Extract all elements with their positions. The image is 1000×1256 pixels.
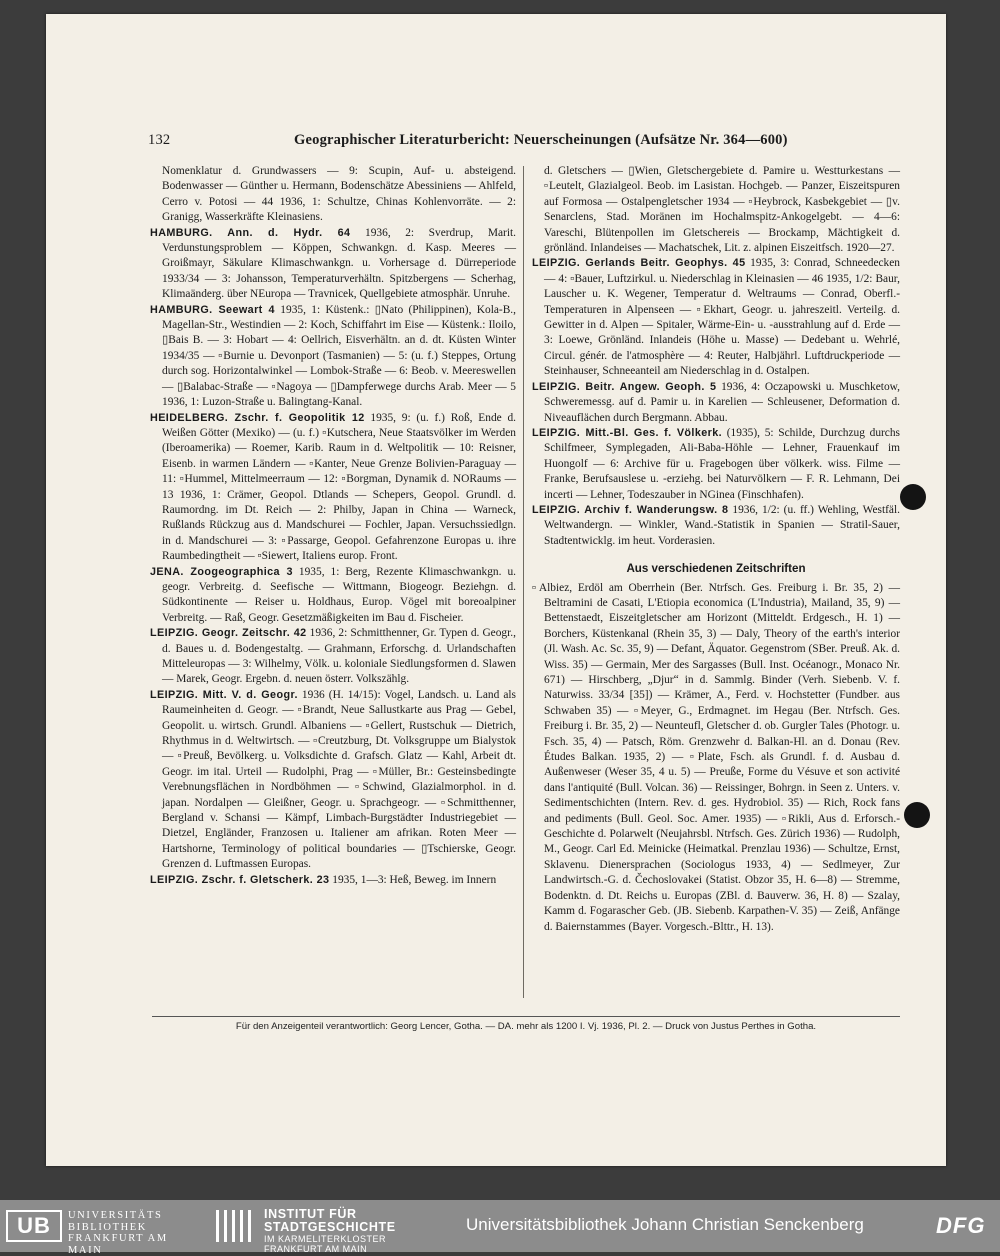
entry-text: Nomenklatur d. Grundwassers — 9: Scupin, Auf- u. absteigend. Bodenwasser — Günther u. Hermann, Bodenschätze Abessiniens — Ahlfeld, Cerro v. Potosi — 44 1936, 1: Schultze, Chinas Kohlenvorräte. — 2: Granigg, Wasserkräfte Kleinasiens. — [162, 165, 516, 224]
bibliography-entry — [150, 688, 516, 873]
isg-logo[interactable] — [214, 1207, 414, 1254]
entry-text: 1935, 1: Küstenk.: ▯Nato (Philippinen), Kola-B., Magellan-Str., Westindien — 2: Koch, Schiffahrt im Eise — Küstenk.: Iloilo, ▯Bais B. — 3: Hobart — 4: Oellrich, Eisverhältn. an d. dt. Küsten Winter 1934/35 — ▫Burnie u. Devonport (Tasmanien) — 5: (u. f.) Steppes, Ortung durch sog. Horizontalwinkel — Lombok-Straße — 6: Beob. v. Meereswellen — ▯Balabac-Straße — ▫Nagoya — ▯Dampferwege durchs Arab. Meer — 5 1936, 1: Luzon-Straße u. Balingtang-Kanal. — [162, 303, 517, 409]
bibliography-entry — [532, 256, 900, 379]
left-column — [150, 164, 516, 888]
journal-heading: LEIPZIG. Archiv f. Wanderungsw. 8 — [532, 503, 729, 516]
ub-logo-text — [68, 1210, 206, 1256]
journal-heading: LEIPZIG. Mitt. V. d. Geogr. — [150, 688, 298, 701]
footer-note: Für den Anzeigenteil verantwortlich: Georg Lencer, Gotha. — DA. mehr als 1200 I. Vj. 1936, Pl. 2. — Druck von Justus Perthes in Gotha. — [235, 1021, 817, 1032]
bibliography-entry — [150, 303, 516, 411]
bibliography-entry — [150, 873, 516, 888]
viewer-footer-bar — [0, 1200, 1000, 1256]
entry-text: 1936, 1/2: (u. ff.) Wehling, Westfäl. Weltwandergn. — Winkler, Wand.-Statistik in Spanien — Stratil-Sauer, Stadtentwicklg. im heut. Vorderasien. — [544, 503, 900, 547]
entry-text: 1936, 2: Sverdrup, Marit. Verdunstungsproblem — Köppen, Schwankgn. d. Kasp. Meeres — Groißmayr, Säkulare Klimaschwankgn. u. Vorhersage d. Dürreperiode 1933/34 — 3: Johansson, Temperaturverhältn. Spitzbergens — Scherhag, Klimaänderg. über NEuropa — Travnicek, Quellgebiete atmosphär. Unruhe. — [162, 226, 516, 301]
journal-heading: JENA. Zoogeographica 3 — [150, 565, 293, 578]
entry-text: d. Gletschers — ▯Wien, Gletschergebiete d. Pamire u. Westturkestans — ▫Leutelt, Glazialgeol. Beob. im Lasistan. Hochgeb. — Panzer, Eiszeitspuren auf Formosa — Ostalpengletscher 1934 — ▫Heybrock, Kasbekgebiet — ▯v. Senarclens, Stad. Moränen im Hochalmspitz-Ankogelgebt. — 4—6: Vareschi, Blütenpollen im Gletschereis — Brockamp, Mächtigkeit d. grönländ. Inlandeises — Machatschek, Lit. z. alpinen Eiszeitfsch. 1920—27. — [544, 165, 900, 255]
punch-hole-bottom — [904, 802, 930, 828]
ub-mark-icon: UB — [6, 1210, 62, 1242]
journal-heading: LEIPZIG. Mitt.-Bl. Ges. f. Völkerk. — [532, 426, 723, 439]
journal-heading: LEIPZIG. Geogr. Zeitschr. 42 — [150, 627, 307, 640]
entry-text: 1936 (H. 14/15): Vogel, Landsch. u. Land als Raumeinheiten d. Geogr. — ▫Brandt, Neue Sallustkarte aus Prag — Gebel, Geopolit. u. wirtsch. Grundl. Albaniens — ▫Gellert, Rustschuk — Dietrich, Rhythmus in d. Weltwirtsch. — ▫Creutzburg, Dt. Volksgruppe um Bialystok — ▫Preuß, Bevölkerg. u. Volksdichte d. Grafsch. Glatz — Kahl, Arbeit dt. Geogr. im ital. Urteil — Rudolphi, Prag — ▫Müller, Br.: Gesteinsbedingte Verebnungsflächen in Nordböhmen — ▫Schwind, Glazialmorphol. in d. japan. Nordalpen — Gleißner, Geogr. u. Sprachgeogr. — ▫Schmitthenner, Bergland v. Schansi — Kämpf, Limbach-Burgstädter Industriegebiet — Dietzel, Engländer, Franzosen u. Italiener am afrikan. Roten Meer — Hartshorne, Terminology of political boundaries — ▯Tschierske, Geogr. Grenzen d. Luftmassen Europas. — [162, 688, 516, 871]
entry-text: 1935, 3: Conrad, Schneedecken — 4: ▫Bauer, Luftzirkul. u. Niederschlag in Kleinasien — 46 1935, 1/2: Baur, Lauscher u. K. Wegener, Temperatur d. Weltraums — Conrad, Oberfl.-Temperaturen in Alpenseen — ▫Ekhart, Geogr. u. jahreszeitl. Verteilg. d. Gewitter in d. Alpen — Spitaler, Wärme-Ein- u. -ausstrahlung auf d. Erde — 3: Loewe, Grönländ. Inlandeis (Höhe u. Masse) — Dedebant u. Wehrlé, Circul. génér. de l'atmosphère — 4: Reuter, Halbjährl. Luftdruckperiode — Steinhauser, Schneeanteil am Niederschlag in d. Ostalpen. — [544, 257, 900, 378]
isg-columns-icon — [214, 1210, 254, 1242]
entry-text: 1936, 4: Oczapowski u. Muschketow, Schweremessg. auf d. Pamir u. in Karelien — Schleusener, Deformation d. Niveauflächen durch Bergmann. Abbau. — [544, 380, 900, 424]
bibliography-entry — [150, 565, 516, 627]
bibliography-entry — [150, 626, 516, 688]
entry-text: 1935, 9: (u. f.) Roß, Ende d. Weißen Götter (Mexiko) — (u. f.) ▫Kutschera, Neue Staatsvölker im Werden (Iberoamerika) — Roemer, Karib. Raum in d. Weltpolitik — 10: Reisner, Eisenb. in warmen Ländern — ▫Kanter, Neue Grenze Bolivien-Paraguay — 11: ▫Hummel, Mittelmeerraum — 12: ▫Borgman, Dynamik d. NORaums — 13 1936, 1: Crämer, Geopol. Dtlands — Schepers, Geopol. Grundl. d. Raumordng. im Dt. Reich — 2: Philby, Japan in China — Warneck, Rußlands Rückzug aus d. Mandschurei — Fochler, Japan. Versuchssiedlgn. in d. Mandschurei — 3: ▫Passarge, Geopol. Gefahrenzone Europas u. ihre Raumbedingtheit — ▫Siewert, Italiens europ. Front. — [162, 411, 516, 563]
bibliography-entry — [532, 380, 900, 426]
isg-line-4: FRANKFURT AM MAIN — [264, 1244, 368, 1254]
ub-frankfurt-logo[interactable] — [6, 1208, 206, 1256]
journal-heading: LEIPZIG. Gerlands Beitr. Geophys. 45 — [532, 257, 746, 270]
isg-line-1: INSTITUT FÜR — [264, 1207, 357, 1221]
footer-rule — [152, 1016, 900, 1017]
bibliography-entry — [150, 411, 516, 565]
bibliography-entry — [532, 164, 900, 256]
journal-heading: LEIPZIG. Zschr. f. Gletscherk. 23 — [150, 873, 330, 886]
right-column — [532, 164, 900, 935]
section-title: Aus verschiedenen Zeitschriften — [626, 562, 806, 576]
right-column-entries — [532, 164, 900, 549]
entry-text: 1936, 2: Schmitthenner, Gr. Typen d. Geogr., d. Baues u. d. Bodengestaltg. — Grahmann, Erforschg. d. Urlandschaften Mitteleuropas — 3: Wilhelmy, Völk. u. koloniale Siedlungsformen d. Slawen — Marek, Geogr. Ergebn. d. neuen österr. Volkszählg. — [162, 627, 516, 686]
column-divider — [523, 166, 524, 998]
bibliography-entry — [532, 426, 900, 503]
running-title: Geographischer Literaturbericht: Neuerscheinungen (Aufsätze Nr. 364—600) — [294, 132, 788, 148]
bibliography-entry — [150, 226, 516, 303]
journal-heading: HEIDELBERG. Zschr. f. Geopolitik 12 — [150, 411, 365, 424]
entry-text: 1935, 1: Berg, Rezente Klimaschwankgn. u. geogr. Verbreitg. d. Seefische — Wittmann, Biogeogr. Beziehgn. d. Südkontinente — Reiser u. Holdhaus, Europ. Vögel mit boreoalpiner Verbreitg. — Raß, Geogr. Gesetzmäßigkeiten im Bau d. Fischeier. — [162, 565, 516, 624]
section-text: ▫Albiez, Erdöl am Oberrhein (Ber. Ntrfsch. Ges. Freiburg i. Br. 35, 2) — Beltramini de Casati, L'Etiopia economica (L'Industria), Mailand, 35, 9) — Bettenstaedt, Eiszeitgletscher am Horizont (Mitteldt. Erdgesch., H. 1) — Borchers, Küstenkanal (Rhein 35, 3) — Daly, Theory of the earth's interior (Jl. Wash. Ac. Sc. 35, 9) — Defant, Äquator. Gegenstrom (SBer. Preuß. Ak. d. Wiss. 35) — Germain, Mer des Sargasses (Bull. Inst. Océanogr., Monaco Nr. 671) — Hirschberg, „Djur“ in d. Sammlg. Binder (Verh. Siebenb. V. f. Naturwiss. 33/34 [35]) — Krämer, A., Ferd. v. Hochstetter (Fundber. aus Schwaben 35) — ▫Meyer, G., Erdmagnet. im Hegau (Ber. Ntrfsch. Ges. Freiburg i. Br. 35, 2) — Neunteufl, Gletscher d. ob. Gurgler Tales (Photogr. u. Fsch. 35, 4) — Patsch, Röm. Grenzwehr d. Balkan-Hl. an d. Donau (Rev. Études Balkan. 1935, 2) — ▫Plate, Fsch. als Grundl. f. d. Ausbau d. Außenweser (Weser 35, 4 u. 5) — Preuße, Forme du Vésuve et son activité dans l'antiquité (Bull. Volcan. 36) — Reissinger, Bohrgn. in Seen z. Unters. v. Sedimentschichten (Intern. Rev. d. ges. Hydrobiol. 35) — Rich, Rock fans and pediments (Bull. Geol. Soc. Amer. 1935) — ▫Rikli, Aus d. Erforsch.-Geschichte d. Polarwelt (Neujahrsbl. Ntrfsch. Ges. Zürich 1936) — Rudolph, M., Geogr. Carl Ed. Meinicke (Heimatkal. Prenzlau 1936) — Schultze, Ernst, Sklavenu. Dienersprachen (Sociologus 1933, 4) — Sedlmeyer, Zur Landwirtsch.-G. d. Čechoslovakei (Statist. Obzor 35, H. 6—8) — Stremme, Bodenktn. d. Dt. Reichs u. Europas (ZBl. d. Bauverw. 36, H. 8) — Szalay, Kamm d. Fogarascher Geb. (JB. Siebenb. Karpathen-V. 35) — Zeiß, Anfänge d. Baiernstammes (Bayer. Vorgesch.-Blttr., H. 13). — [532, 581, 900, 933]
bibliography-entry — [150, 164, 516, 226]
entry-text: (1935), 5: Schilde, Durchzug durchs Schilfmeer, Symplegaden, Ali-Baba-Höhle — Lehner, Frauenkauf im Huongolf — 6: Archive für u. Fragebogen über völkerk. wiss. Filme — Franke, Berufsauslese u. -erziehg. bei Naturvölkern — F. R. Lehmann, Dei incerti — Lehner, Todeszauber in NGinea (Finschhafen). — [544, 426, 900, 501]
isg-logo-text — [264, 1208, 396, 1254]
journal-heading: HAMBURG. Seewart 4 — [150, 303, 275, 316]
isg-line-2: STADTGESCHICHTE — [264, 1220, 396, 1234]
bibliography-entry — [532, 503, 900, 549]
running-head — [148, 132, 788, 152]
library-name[interactable]: Universitätsbibliothek Johann Christian Senckenberg — [466, 1215, 864, 1234]
journal-heading: HAMBURG. Ann. d. Hydr. 64 — [150, 226, 351, 239]
page-number: 132 — [148, 132, 171, 148]
dfg-logo[interactable]: DFG — [936, 1213, 986, 1238]
punch-hole-top — [900, 484, 926, 510]
ub-line-2: BIBLIOTHEK — [68, 1221, 147, 1233]
isg-line-3: IM KARMELITERKLOSTER — [264, 1234, 387, 1244]
ub-line-1: UNIVERSITÄTS — [68, 1210, 163, 1221]
ub-line-3: FRANKFURT AM MAIN — [68, 1233, 168, 1256]
entry-text: 1935, 1—3: Heß, Beweg. im Innern — [329, 873, 497, 886]
journal-heading: LEIPZIG. Beitr. Angew. Geoph. 5 — [532, 380, 717, 393]
